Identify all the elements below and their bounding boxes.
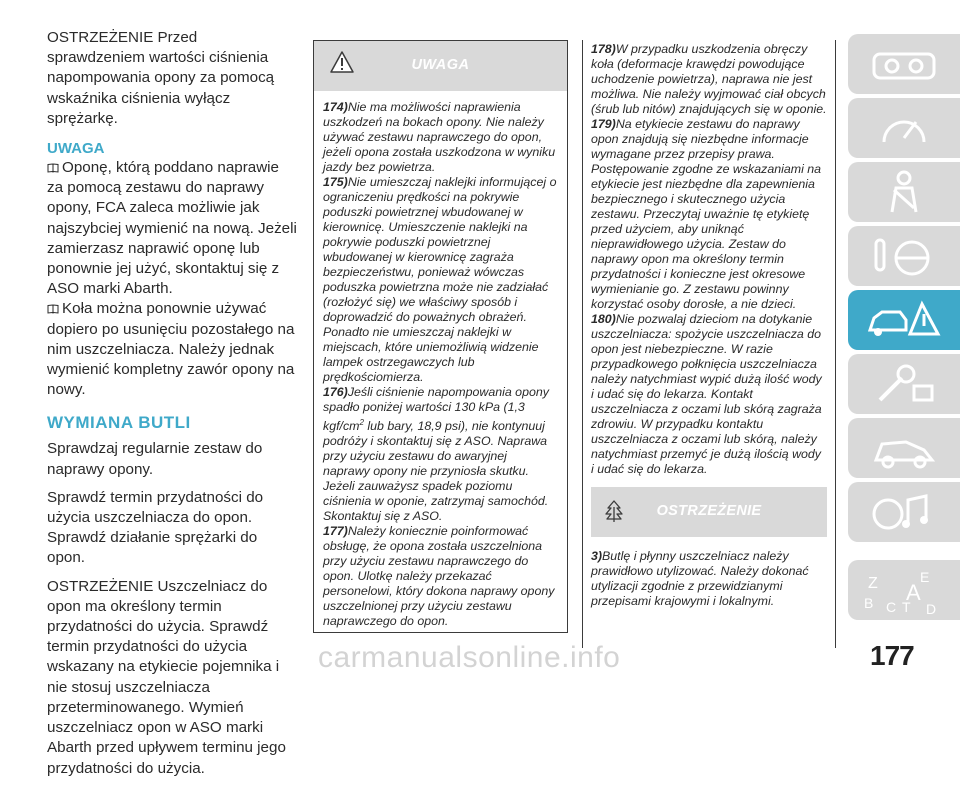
warning-box-title: UWAGA [411,57,470,73]
watermark: carmanualsonline.info [318,641,621,674]
index-letters-icon [862,566,946,617]
warning-175: 175)Nie umieszczaj naklejki informującej o ograniczeniu prędkości na pokrywie poduszki powietrznej wbudowanej w kierownicę. Umieszczenie naklejki na pokrywie poduszki powietrznej wbudowanej w kierownicę zagraża bezpieczeństwu, ponieważ wówczas poduszka powietrzna może nie zadziałać (rozłożyć się) we właściwy sposób i doprowadzić do poważnych obrażeń. Ponadto nie umieszczaj naklejki w miejscach, które uniemożliwią widzenie lampek ostrzegawczych lub prędkościomierza. [323,175,557,384]
svg-text:T: T [902,599,911,615]
service-wrench-icon [862,360,946,408]
warning-box-body [314,91,567,629]
paragraph-check-date: Sprawdź termin przydatności do użycia uszczelniacza do opon. Sprawdź działanie sprężarki do opon. [47,488,264,567]
seatbelt-icon [862,168,946,216]
svg-text:B: B [864,595,874,611]
key-steering-icon [862,232,946,280]
chapter-tab-specs[interactable] [848,418,960,478]
environment-box-body: 3)Butlę i płynny uszczelniacz należy prawidłowo utylizować. Należy dokonać utylizacji zgodnie z przewidzianymi przepisami krajowymi i lokalnymi. [591,549,809,608]
warning-174: 174)Nie ma możliwości naprawienia uszkodzeń na bokach opony. Nie należy używać zestawu naprawczego do opon, jeżeli opona została uszkodzona w wyniku jazdy bez powietrza. [323,100,556,174]
environment-box-header [591,487,827,537]
warning-box-continued-body [583,40,835,477]
compressor-warning-paragraph: OSTRZEŻENIE Przed sprawdzeniem wartości ciśnienia napompowania opony za pomocą wskaźnika ciśnienia wyłącz sprężarkę. [47,29,275,127]
page-number: 177 [870,640,914,671]
chapter-tab-car[interactable] [848,34,960,94]
main-text-column [47,28,297,787]
warning-box-continued [582,40,836,648]
warning-176: 176)Jeśli ciśnienie napompowania opony spadło poniżej wartości 130 kPa (1,3 kgf/$cm^2$ lub bary, 18,9 psi), nie kontynuuj podróży i skontaktuj się z ASO. Naprawa przy użyciu zestawu do awaryjnej naprawy opony nie przyniosła skutku. Jeżeli zauważysz spadek poziomu ciśnienia w oponie, zatrzymaj samochód. Skontaktuj się z ASO. [323,385,549,524]
uwaga-label: UWAGA [47,140,105,158]
chapter-tab-safety[interactable] [848,162,960,222]
breakdown-icon [862,296,946,344]
car-dashboard-icon [862,40,946,88]
environment-box-title: OSTRZEŻENIE [656,503,762,519]
svg-text:E: E [920,569,930,585]
paragraph-check-kit: Sprawdzaj regularnie zestaw do naprawy opony. [47,440,263,478]
svg-text:Z: Z [868,575,878,592]
note-repaired-tyre: Oponę, którą poddano naprawie za pomocą zestawu do naprawy opony, FCA zaleca możliwie jak najszybciej wymienić na nową. Jeżeli zamierzasz naprawić oponę lub ponownie jej użyć, skontaktuj się z ASO marki Abarth. [47,159,297,298]
chapter-tab-index[interactable] [848,560,960,620]
warning-179: 179)Na etykiecie zestawu do naprawy opon znajdują się niezbędne informacje wymagane przez przepisy prawa. Postępowanie zgodne ze wskazaniami na etykiecie jest niezbędne dla zapewnienia bezpiecznego i skutecznego użycia zestawu. Przeczytaj uważnie tę etykietę przed użyciem, aby uniknąć nieprawidłowego użycia. Zestaw do naprawy opon ma określony termin przydatności i konieczne jest okresowe wymienianie go. Z zestawu powinny korzystać osoby dorosłe, a nie dzieci. [591,117,822,311]
warning-180: 180)Nie pozwalaj dzieciom na dotykanie uszczelniacza: spożycie uszczelniacza do opon jest niebezpieczne. W razie przypadkowego połknięcia uszczelniacza należy natychmiast wypić dużą ilość wody i udać się do lekarza. Kontakt uszczelniacza z oczami lub skórą zagraża zdrowiu. W przypadku kontaktu uszczelniacza z oczami lub skórą, należy natychmiast przemyć je dużą ilością wody i udać się do lekarza. [591,312,822,476]
svg-text:A: A [906,580,921,605]
chapter-tab-emergency[interactable] [848,290,960,350]
warning-177: 177)Należy koniecznie poinformować obsługę, że opona została uszczelniona przy użyciu zestawu naprawczego do opon. Ulotkę należy przekazać personelowi, który dokona naprawy opony uszczelnionej przy użyciu zestawu naprawczego do opon. [323,524,555,629]
multimedia-icon [862,488,946,536]
chapter-tab-multimedia[interactable] [848,482,960,542]
note-wheel-reuse: Koła można ponownie używać dopiero po usunięciu pozostałego na nim uszczelniacza. Należy jednak wymienić kompletny zawór opony na nowy. [47,300,295,399]
svg-text:C: C [886,599,897,615]
chapter-tab-starting[interactable] [848,226,960,286]
book-icon [47,159,59,169]
paragraph-expiry-warning: OSTRZEŻENIE Uszczelniacz do opon ma określony termin przydatności do użycia. Sprawdź termin przydatności do użycia wskazany na etykiecie pojemnika i nie stosuj uszczelniacza przeterminowanego. Wymień uszczelniacz opon w ASO marki Abarth przed upływem terminu jego przydatności do użycia. [47,577,286,777]
svg-text:D: D [926,601,937,617]
chapter-tab-instruments[interactable] [848,98,960,158]
warning-box-header [314,41,567,91]
book-icon [47,300,59,310]
section-title: WYMIANA BUTLI [47,413,191,433]
speedometer-icon [862,104,946,152]
warning-178: 178)W przypadku uszkodzenia obręczy koła (deformacje krawędzi powodujące uchodzenie powietrza), naprawa nie jest możliwa. Nie należy wyjmować ciał obcych (śrub lub nitów) znajdujących się w oponie. [591,42,827,116]
chapter-tab-service[interactable] [848,354,960,414]
specs-icon [862,424,946,472]
warning-box [313,40,568,633]
